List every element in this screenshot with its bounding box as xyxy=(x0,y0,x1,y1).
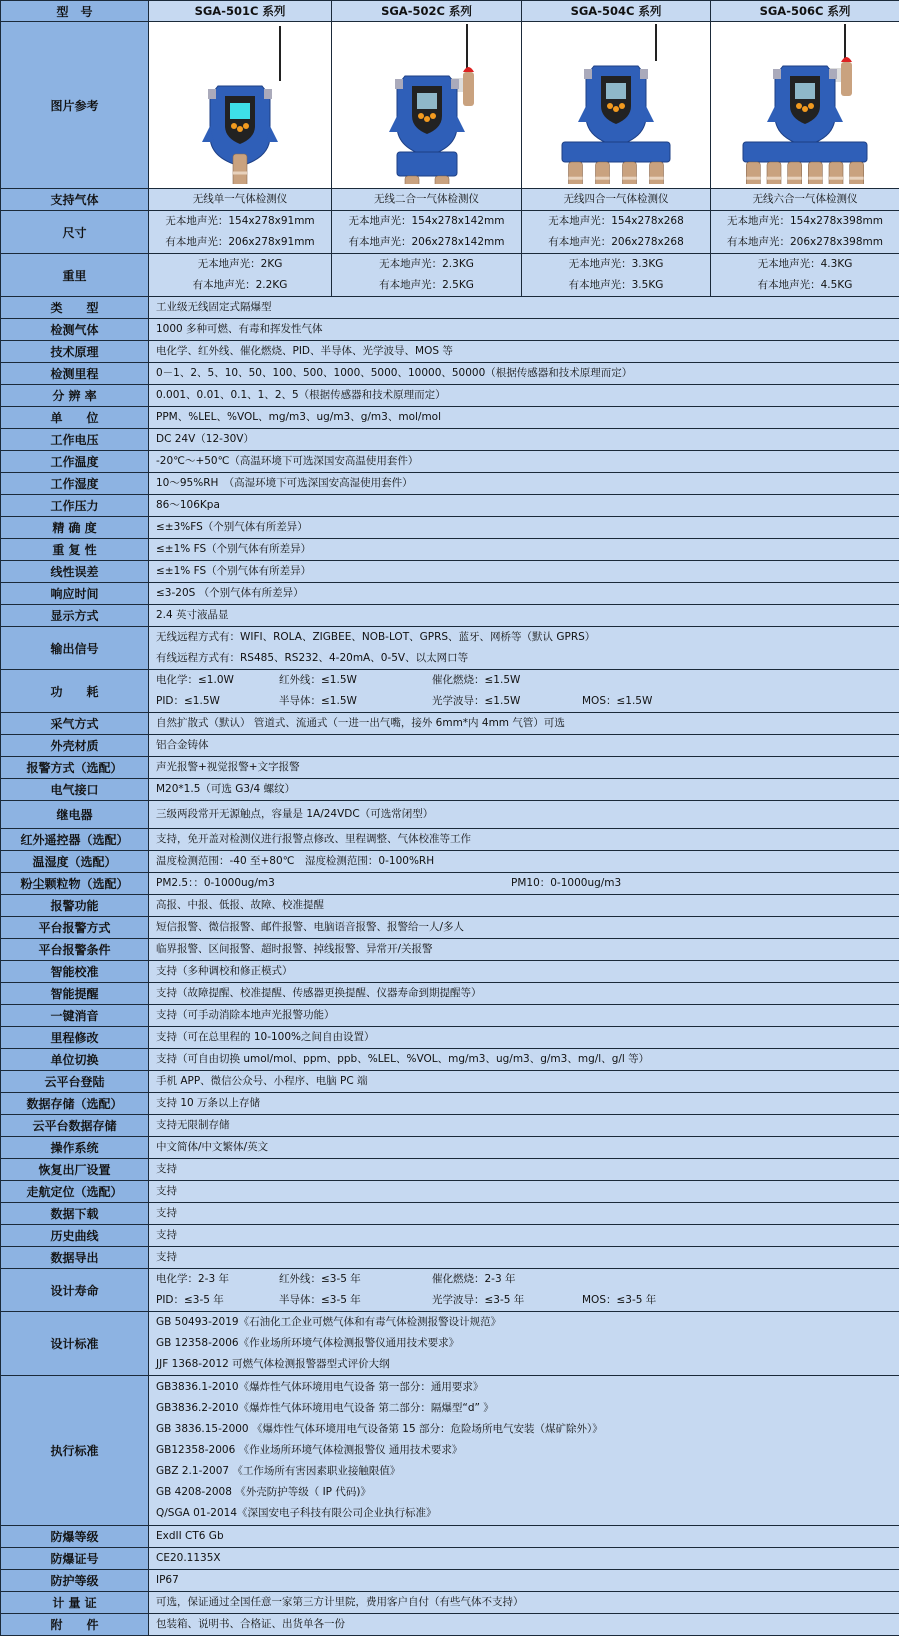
spec-value xyxy=(149,917,899,939)
spec-value xyxy=(149,735,899,757)
model-value xyxy=(711,211,899,254)
value-line: ≤±1% FS（个别气体有所差异） xyxy=(156,561,899,582)
row-label: 技术原理 xyxy=(1,341,149,363)
value-line: 无线六合一气体检测仪 xyxy=(711,189,899,210)
spec-value xyxy=(149,1137,899,1159)
value-line: 高报、中报、低报、故障、校准提醒 xyxy=(156,895,899,916)
product-image xyxy=(522,22,711,189)
spec-row xyxy=(1,757,899,779)
spec-value xyxy=(149,605,899,627)
value-line: 支持（多种调校和修正模式） xyxy=(156,961,899,982)
row-label: 输出信号 xyxy=(1,627,149,670)
value-line: 工业级无线固定式隔爆型 xyxy=(156,297,899,318)
spec-row xyxy=(1,605,899,627)
spec-row xyxy=(1,1225,899,1247)
row-label: 报警方式（选配） xyxy=(1,757,149,779)
row-label: 重 复 性 xyxy=(1,539,149,561)
spec-value xyxy=(149,1225,899,1247)
spec-value xyxy=(149,1591,899,1613)
value-line: GB 50493-2019《石油化工企业可燃气体和有毒气体检测报警设计规范》 xyxy=(156,1312,899,1333)
spec-value xyxy=(149,1203,899,1225)
value-line: 临界报警、区间报警、超时报警、掉线报警、异常开/关报警 xyxy=(156,939,899,960)
value-item: 催化燃烧：≤1.5W xyxy=(432,670,582,691)
row-label: 工作温度 xyxy=(1,451,149,473)
row-label: 继电器 xyxy=(1,801,149,829)
value-item: 半导体：≤3-5 年 xyxy=(279,1290,432,1311)
row-label: 型 号 xyxy=(1,1,149,22)
value-item: PM2.5：：0-1000ug/m3 xyxy=(156,873,511,894)
value-line: CE20.1135X xyxy=(156,1548,899,1569)
value-line: 电化学、红外线、催化燃烧、PID、半导体、光学波导、MOS 等 xyxy=(156,341,899,362)
row-label: 设计标准 xyxy=(1,1312,149,1376)
row-label: 红外遥控器（选配） xyxy=(1,829,149,851)
value-line: -20℃～+50℃（高温环境下可选深国安高温使用套件） xyxy=(156,451,899,472)
value-line: 支持 xyxy=(156,1159,899,1180)
spec-row xyxy=(1,451,899,473)
spec-row xyxy=(1,1547,899,1569)
spec-value xyxy=(149,851,899,873)
spec-row xyxy=(1,473,899,495)
spec-row xyxy=(1,517,899,539)
value-line: 无本地声光：2KG xyxy=(149,254,331,275)
spec-row xyxy=(1,1591,899,1613)
row-label: 精 确 度 xyxy=(1,517,149,539)
row-label: 云平台数据存储 xyxy=(1,1115,149,1137)
model-value xyxy=(522,254,711,297)
value-line: 有本地声光：2.2KG xyxy=(149,275,331,296)
value-line: 无线单一气体检测仪 xyxy=(149,189,331,210)
model-name: SGA-502C 系列 xyxy=(332,1,522,22)
spec-row xyxy=(1,1203,899,1225)
value-item: MOS：≤3-5 年 xyxy=(582,1290,702,1311)
row-label: 里程修改 xyxy=(1,1027,149,1049)
model-name: SGA-504C 系列 xyxy=(522,1,711,22)
value-line xyxy=(156,691,899,712)
value-line: 无本地声光：154x278x268 xyxy=(522,211,710,232)
value-line xyxy=(156,670,899,691)
spec-row xyxy=(1,917,899,939)
row-label: 数据下载 xyxy=(1,1203,149,1225)
value-line: 有本地声光：206x278x268 xyxy=(522,232,710,253)
spec-value xyxy=(149,363,899,385)
value-line: 10～95%RH （高湿环境下可选深国安高湿使用套件） xyxy=(156,473,899,494)
spec-value xyxy=(149,561,899,583)
spec-value xyxy=(149,1525,899,1547)
spec-value xyxy=(149,873,899,895)
row-label: 防护等级 xyxy=(1,1569,149,1591)
value-line: Q/SGA 01-2014《深国安电子科技有限公司企业执行标准》 xyxy=(156,1503,899,1524)
value-line: ≤3-20S （个别气体有所差异） xyxy=(156,583,899,604)
spec-row xyxy=(1,1005,899,1027)
row-label: 粉尘颗粒物（选配） xyxy=(1,873,149,895)
row-label: 数据导出 xyxy=(1,1247,149,1269)
value-item: PID：≤3-5 年 xyxy=(156,1290,279,1311)
model-value xyxy=(149,211,332,254)
spec-value xyxy=(149,713,899,735)
spec-row xyxy=(1,407,899,429)
row-label: 图片参考 xyxy=(1,22,149,189)
value-line: 中文简体/中文繁体/英文 xyxy=(156,1137,899,1158)
value-line: 支持（可在总里程的 10-100%之间自由设置） xyxy=(156,1027,899,1048)
spec-value xyxy=(149,1071,899,1093)
model-value xyxy=(149,254,332,297)
row-label: 计 量 证 xyxy=(1,1591,149,1613)
spec-value xyxy=(149,1312,899,1376)
spec-row xyxy=(1,1269,899,1312)
value-item: PM10：0-1000ug/m3 xyxy=(511,873,621,894)
value-line: 包装箱、说明书、合格证、出货单各一份 xyxy=(156,1614,899,1635)
value-line xyxy=(156,1269,899,1290)
value-line: 2.4 英寸液晶显 xyxy=(156,605,899,626)
spec-value xyxy=(149,1115,899,1137)
model-row xyxy=(1,211,899,254)
value-line: 有本地声光：206x278x91mm xyxy=(149,232,331,253)
value-line xyxy=(156,1290,899,1311)
value-line: GB3836.2-2010《爆炸性气体环境用电气设备 第二部分：隔爆型“d” 》 xyxy=(156,1398,899,1419)
spec-row xyxy=(1,341,899,363)
value-line: 1000 多种可燃、有毒和挥发性气体 xyxy=(156,319,899,340)
spec-value xyxy=(149,961,899,983)
value-line: 86～106Kpa xyxy=(156,495,899,516)
spec-row xyxy=(1,429,899,451)
spec-row xyxy=(1,1312,899,1376)
product-image xyxy=(711,22,899,189)
spec-row xyxy=(1,829,899,851)
spec-value xyxy=(149,319,899,341)
row-label: 恢复出厂设置 xyxy=(1,1159,149,1181)
row-label: 温湿度（选配） xyxy=(1,851,149,873)
spec-row xyxy=(1,363,899,385)
spec-value xyxy=(149,517,899,539)
spec-row xyxy=(1,1093,899,1115)
spec-value xyxy=(149,1547,899,1569)
row-label: 智能校准 xyxy=(1,961,149,983)
value-line: ExdII CT6 Gb xyxy=(156,1526,899,1547)
value-item: 催化燃烧：2-3 年 xyxy=(432,1269,582,1290)
spec-row xyxy=(1,1613,899,1635)
value-line: 支持 xyxy=(156,1247,899,1268)
model-value xyxy=(711,254,899,297)
spec-value xyxy=(149,385,899,407)
spec-value xyxy=(149,539,899,561)
spec-row xyxy=(1,1247,899,1269)
row-label: 数据存储（选配） xyxy=(1,1093,149,1115)
spec-row xyxy=(1,895,899,917)
spec-value xyxy=(149,1376,899,1526)
row-label: 工作电压 xyxy=(1,429,149,451)
value-line: JJF 1368-2012 可燃气体检测报警器型式评价大纲 xyxy=(156,1354,899,1375)
model-name: SGA-501C 系列 xyxy=(149,1,332,22)
value-line: M20*1.5（可选 G3/4 螺纹） xyxy=(156,779,899,800)
value-item: MOS：≤1.5W xyxy=(582,691,702,712)
value-line: 无本地声光：2.3KG xyxy=(332,254,521,275)
spec-value xyxy=(149,1613,899,1635)
spec-value xyxy=(149,757,899,779)
row-label: 支持气体 xyxy=(1,189,149,211)
row-label: 类 型 xyxy=(1,297,149,319)
spec-value xyxy=(149,895,899,917)
value-line: 自然扩散式（默认） 管道式、流通式（一进一出气嘴，接外 6mm*内 4mm 气管）可选 xyxy=(156,713,899,734)
value-line: 声光报警+视觉报警+文字报警 xyxy=(156,757,899,778)
row-label: 检测里程 xyxy=(1,363,149,385)
model-value xyxy=(332,254,522,297)
spec-row xyxy=(1,1525,899,1547)
value-line: 无本地声光：154x278x142mm xyxy=(332,211,521,232)
spec-value xyxy=(149,583,899,605)
value-line: ≤±1% FS（个别气体有所差异） xyxy=(156,539,899,560)
row-label: 报警功能 xyxy=(1,895,149,917)
value-line: 有本地声光：2.5KG xyxy=(332,275,521,296)
value-line: 支持（可手动消除本地声光报警功能） xyxy=(156,1005,899,1026)
row-label: 走航定位（选配） xyxy=(1,1181,149,1203)
value-item: 半导体：≤1.5W xyxy=(279,691,432,712)
spec-row xyxy=(1,713,899,735)
spec-row xyxy=(1,1159,899,1181)
value-line: 支持 xyxy=(156,1203,899,1224)
value-item: 电化学：≤1.0W xyxy=(156,670,279,691)
spec-row xyxy=(1,627,899,670)
row-label: 防爆证号 xyxy=(1,1547,149,1569)
model-value xyxy=(332,211,522,254)
value-line: 支持 10 万条以上存储 xyxy=(156,1093,899,1114)
value-line: 无本地声光：154x278x91mm xyxy=(149,211,331,232)
value-line: 支持无限制存储 xyxy=(156,1115,899,1136)
value-line: DC 24V（12-30V） xyxy=(156,429,899,450)
model-value xyxy=(522,211,711,254)
spec-row xyxy=(1,961,899,983)
value-line: 铝合金铸体 xyxy=(156,735,899,756)
value-line: 三级两段常开无源触点，容量是 1A/24VDC（可选常闭型） xyxy=(156,804,899,825)
spec-row xyxy=(1,983,899,1005)
value-line: 支持 xyxy=(156,1181,899,1202)
spec-value xyxy=(149,829,899,851)
value-line: 无线四合一气体检测仪 xyxy=(522,189,710,210)
row-label: 单 位 xyxy=(1,407,149,429)
value-item: 光学波导：≤1.5W xyxy=(432,691,582,712)
spec-row xyxy=(1,801,899,829)
spec-row xyxy=(1,851,899,873)
spec-value xyxy=(149,779,899,801)
spec-value xyxy=(149,983,899,1005)
spec-value xyxy=(149,1569,899,1591)
spec-value xyxy=(149,407,899,429)
value-item: 红外线：≤3-5 年 xyxy=(279,1269,432,1290)
spec-value xyxy=(149,1181,899,1203)
value-line: 手机 APP、微信公众号、小程序、电脑 PC 端 xyxy=(156,1071,899,1092)
value-line: 支持 xyxy=(156,1225,899,1246)
value-line: 可选，保证通过全国任意一家第三方计里院，费用客户自付（有些气体不支持） xyxy=(156,1592,899,1613)
model-row xyxy=(1,254,899,297)
value-line: 无本地声光：4.3KG xyxy=(711,254,899,275)
value-item: 光学波导：≤3-5 年 xyxy=(432,1290,582,1311)
value-line: 有本地声光：4.5KG xyxy=(711,275,899,296)
spec-row xyxy=(1,495,899,517)
image-row xyxy=(1,22,899,189)
value-line: 无线二合一气体检测仪 xyxy=(332,189,521,210)
spec-value xyxy=(149,341,899,363)
value-line: GBZ 2.1-2007 《工作场所有害因素职业接触限值》 xyxy=(156,1461,899,1482)
row-label: 设计寿命 xyxy=(1,1269,149,1312)
spec-row xyxy=(1,583,899,605)
spec-value xyxy=(149,1027,899,1049)
header-row xyxy=(1,1,899,22)
value-item: PID：≤1.5W xyxy=(156,691,279,712)
spec-row xyxy=(1,297,899,319)
value-line: 有本地声光：206x278x142mm xyxy=(332,232,521,253)
product-image xyxy=(332,22,522,189)
spec-row xyxy=(1,385,899,407)
value-line: 无本地声光：3.3KG xyxy=(522,254,710,275)
value-line: 支持（可自由切换 umol/mol、ppm、ppb、%LEL、%VOL、mg/m3、ug/m3、g/m3、mg/l、g/l 等） xyxy=(156,1049,899,1070)
spec-value xyxy=(149,429,899,451)
spec-value xyxy=(149,670,899,713)
spec-value xyxy=(149,1269,899,1312)
model-name: SGA-506C 系列 xyxy=(711,1,899,22)
row-label: 单位切换 xyxy=(1,1049,149,1071)
row-label: 一键消音 xyxy=(1,1005,149,1027)
value-line: 短信报警、微信报警、邮件报警、电脑语音报警、报警给一人/多人 xyxy=(156,917,899,938)
spec-value xyxy=(149,473,899,495)
spec-row xyxy=(1,873,899,895)
spec-row xyxy=(1,735,899,757)
value-line: GB3836.1-2010《爆炸性气体环境用电气设备 第一部分：通用要求》 xyxy=(156,1377,899,1398)
value-line: GB 3836.15-2000 《爆炸性气体环境用电气设备第 15 部分：危险场所电气安装（煤矿除外）》 xyxy=(156,1419,899,1440)
model-row xyxy=(1,189,899,211)
value-line: GB12358-2006 《作业场所环境气体检测报警仪 通用技术要求》 xyxy=(156,1440,899,1461)
spec-value xyxy=(149,1005,899,1027)
row-label: 平台报警条件 xyxy=(1,939,149,961)
spec-row xyxy=(1,1376,899,1526)
spec-value xyxy=(149,1093,899,1115)
row-label: 云平台登陆 xyxy=(1,1071,149,1093)
spec-value xyxy=(149,627,899,670)
row-label: 外壳材质 xyxy=(1,735,149,757)
spec-value xyxy=(149,1159,899,1181)
row-label: 电气接口 xyxy=(1,779,149,801)
value-line: 支持（故障提醒、校准提醒、传感器更换提醒、仪器寿命到期提醒等） xyxy=(156,983,899,1004)
spec-value xyxy=(149,297,899,319)
spec-value xyxy=(149,495,899,517)
value-item: 电化学：2-3 年 xyxy=(156,1269,279,1290)
row-label: 工作湿度 xyxy=(1,473,149,495)
row-label: 尺寸 xyxy=(1,211,149,254)
value-line: GB 12358-2006《作业场所环境气体检测报警仪通用技术要求》 xyxy=(156,1333,899,1354)
value-line: ≤±3%FS（个别气体有所差异） xyxy=(156,517,899,538)
value-line: 无线远程方式有：WIFI、ROLA、ZIGBEE、NOB-LOT、GPRS、蓝牙、网桥等（默认 GPRS） xyxy=(156,627,899,648)
row-label: 历史曲线 xyxy=(1,1225,149,1247)
value-line: GB 4208-2008 《外壳防护等级（ IP 代码)》 xyxy=(156,1482,899,1503)
spec-value xyxy=(149,451,899,473)
row-label: 执行标准 xyxy=(1,1376,149,1526)
row-label: 检测气体 xyxy=(1,319,149,341)
value-line: 有本地声光：3.5KG xyxy=(522,275,710,296)
spec-row xyxy=(1,319,899,341)
row-label: 附 件 xyxy=(1,1613,149,1635)
value-line: 温度检测范围：-40 至+80℃ 湿度检测范围：0-100%RH xyxy=(156,851,899,872)
value-line: IP67 xyxy=(156,1570,899,1591)
spec-row xyxy=(1,1181,899,1203)
spec-row xyxy=(1,1049,899,1071)
value-line: 支持，免开盖对检测仪进行报警点修改、里程调整、气体校准等工作 xyxy=(156,829,899,850)
spec-value xyxy=(149,939,899,961)
row-label: 显示方式 xyxy=(1,605,149,627)
spec-row xyxy=(1,779,899,801)
spec-row xyxy=(1,939,899,961)
value-line: 有本地声光：206x278x398mm xyxy=(711,232,899,253)
spec-value xyxy=(149,801,899,829)
row-label: 响应时间 xyxy=(1,583,149,605)
spec-value xyxy=(149,1049,899,1071)
row-label: 操作系统 xyxy=(1,1137,149,1159)
value-line xyxy=(156,873,899,894)
spec-row xyxy=(1,1027,899,1049)
row-label: 工作压力 xyxy=(1,495,149,517)
spec-row xyxy=(1,1569,899,1591)
value-line: 0.001、0.01、0.1、1、2、5（根据传感器和技术原理而定） xyxy=(156,385,899,406)
spec-row xyxy=(1,1137,899,1159)
spec-value xyxy=(149,1247,899,1269)
model-value xyxy=(332,189,522,211)
value-line: 0－1、2、5、10、50、100、500、1000、5000、10000、50000（根据传感器和技术原理而定） xyxy=(156,363,899,384)
model-value xyxy=(711,189,899,211)
row-label: 功 耗 xyxy=(1,670,149,713)
spec-row xyxy=(1,561,899,583)
spec-row xyxy=(1,1115,899,1137)
value-item: 红外线：≤1.5W xyxy=(279,670,432,691)
spec-row xyxy=(1,670,899,713)
spec-row xyxy=(1,539,899,561)
spec-row xyxy=(1,1071,899,1093)
row-label: 采气方式 xyxy=(1,713,149,735)
row-label: 线性误差 xyxy=(1,561,149,583)
row-label: 平台报警方式 xyxy=(1,917,149,939)
value-line: 有线远程方式有：RS485、RS232、4-20mA、0-5V、以太网口等 xyxy=(156,648,899,669)
row-label: 重里 xyxy=(1,254,149,297)
model-value xyxy=(522,189,711,211)
model-value xyxy=(149,189,332,211)
product-image xyxy=(149,22,332,189)
row-label: 智能提醒 xyxy=(1,983,149,1005)
value-line: PPM、%LEL、%VOL、mg/m3、ug/m3、g/m3、mol/mol xyxy=(156,407,899,428)
row-label: 防爆等级 xyxy=(1,1525,149,1547)
value-line: 无本地声光：154x278x398mm xyxy=(711,211,899,232)
row-label: 分 辨 率 xyxy=(1,385,149,407)
